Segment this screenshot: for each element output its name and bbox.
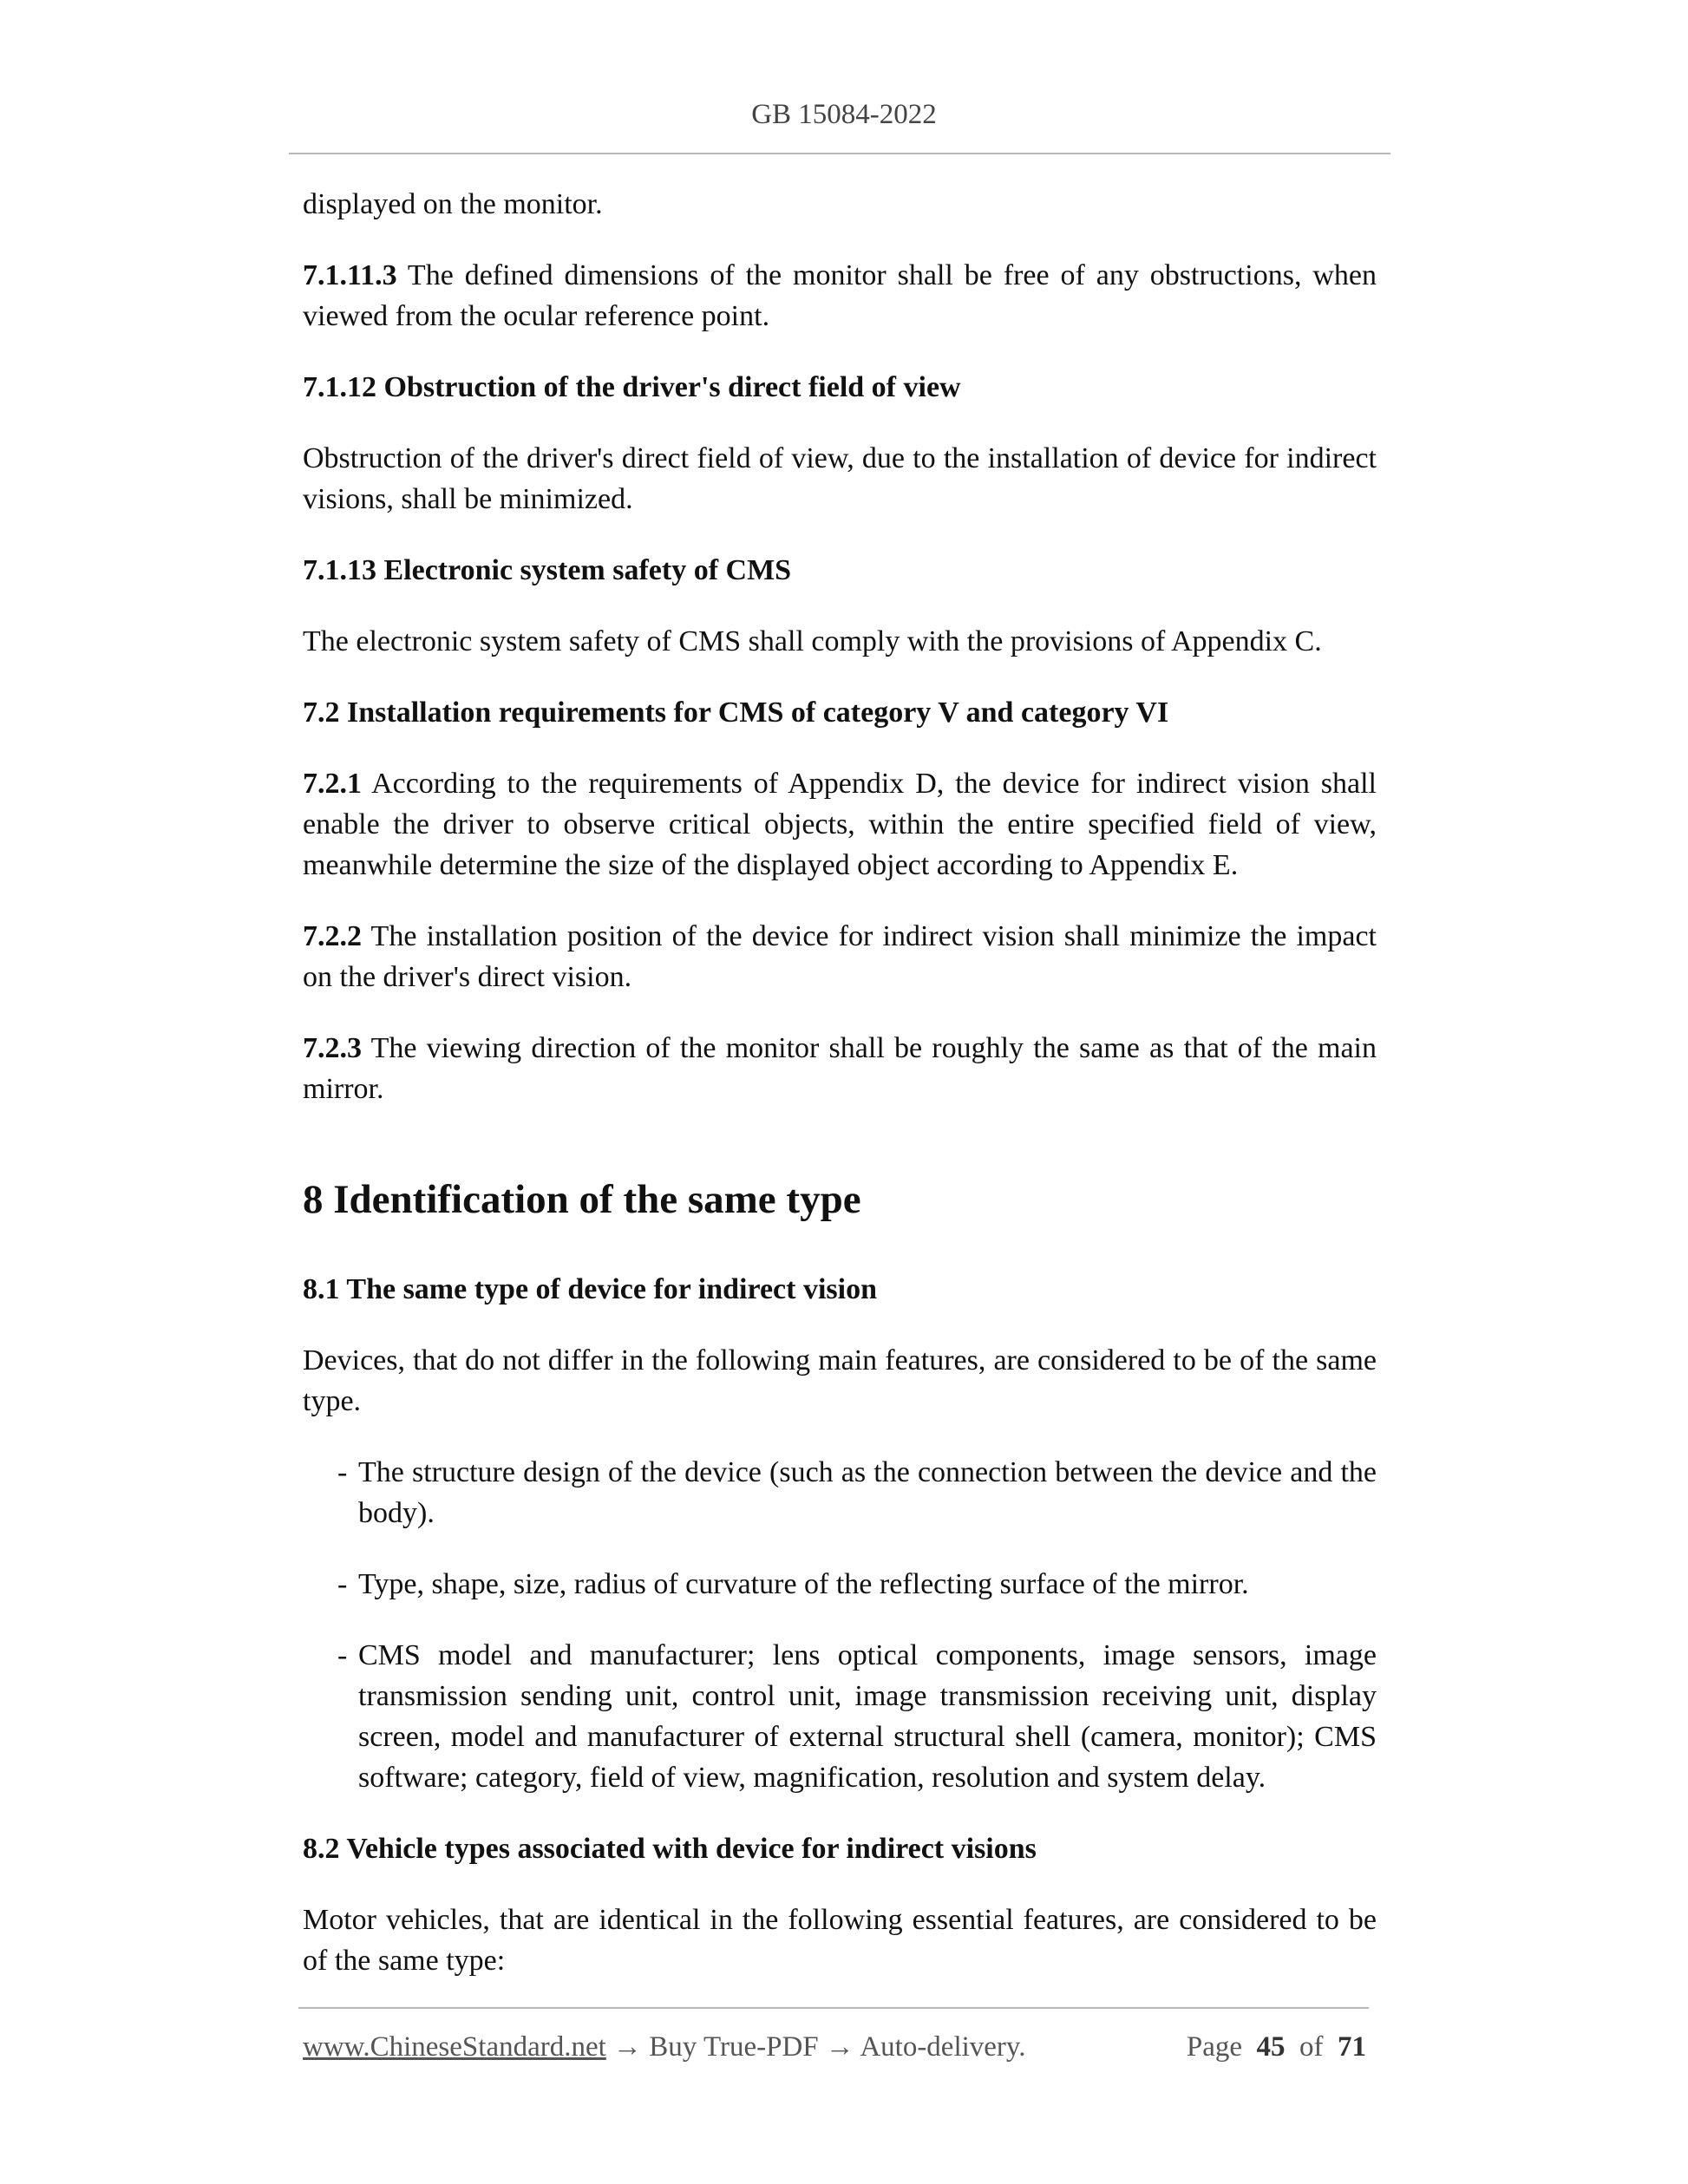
- clause-7-2-2: [303, 916, 1377, 997]
- clause-number: 7.2.1: [303, 768, 362, 800]
- paragraph-text: Motor vehicles, that are identical in the following essential features, are considered to be of the same type:: [303, 1904, 1377, 1977]
- paragraph-text: displayed on the monitor.: [303, 188, 603, 220]
- clause-heading-8-2: 8.2 Vehicle types associated with device for indirect visions: [303, 1833, 1037, 1865]
- list-item: [337, 1452, 1377, 1533]
- clause-heading-7-2: 7.2 Installation requirements for CMS of category V and category VI: [303, 696, 1169, 729]
- clause-heading-7-1-12: 7.1.12 Obstruction of the driver's direct field of view: [303, 371, 961, 403]
- paragraph: [303, 184, 1377, 225]
- list-dash: -: [337, 1456, 348, 1488]
- paragraph: [303, 1900, 1377, 1981]
- list-dash: -: [337, 1639, 348, 1671]
- clause-heading-7-1-13: 7.1.13 Electronic system safety of CMS: [303, 554, 792, 586]
- footer-delivery-text: Auto-delivery.: [860, 2031, 1026, 2063]
- list-item-text: The structure design of the device (such as the connection between the device and the body).: [358, 1456, 1377, 1529]
- clause-7-1-11-3: [303, 255, 1377, 337]
- clause-heading-8-1: 8.1 The same type of device for indirect vision: [303, 1273, 878, 1305]
- clause-text: The viewing direction of the monitor shall be roughly the same as that of the main mirror.: [303, 1032, 1377, 1105]
- clause-7-2-3: [303, 1028, 1377, 1109]
- footer-divider: [298, 2007, 1369, 2009]
- list-dash: -: [337, 1568, 348, 1600]
- list-item: [337, 1635, 1377, 1798]
- clause-7-2-1: [303, 763, 1377, 886]
- clause-number: 7.1.11.3: [303, 259, 397, 291]
- of-label: of: [1299, 2031, 1324, 2063]
- page-number: [1187, 2028, 1366, 2066]
- section-heading-8: 8 Identification of the same type: [303, 1177, 861, 1222]
- document-header-title: GB 15084-2022: [751, 99, 937, 130]
- website-link[interactable]: www.ChineseStandard.net: [303, 2031, 606, 2063]
- header-divider: [289, 153, 1390, 154]
- footer-buy-text: Buy True-PDF: [649, 2031, 819, 2063]
- list-item-text: CMS model and manufacturer; lens optical components, image sensors, image transmission sending unit, control unit, image transmission receiving unit, display screen, model and manufacturer of external structural shell (camera, monitor); CMS software; category, field of view, magnification, resolution and system delay.: [358, 1639, 1377, 1794]
- page-label: Page: [1186, 2031, 1242, 2063]
- footer-promo: [303, 2028, 1026, 2066]
- arrow-right-icon: →: [818, 2031, 860, 2063]
- paragraph-text: The electronic system safety of CMS shall comply with the provisions of Appendix C.: [303, 625, 1322, 657]
- current-page: 45: [1256, 2031, 1286, 2063]
- total-pages: 71: [1338, 2031, 1366, 2063]
- clause-number: 7.2.2: [303, 920, 362, 952]
- list-item: [337, 1564, 1377, 1605]
- arrow-right-icon: →: [605, 2031, 650, 2063]
- clause-number: 7.2.3: [303, 1032, 362, 1064]
- clause-text: The installation position of the device for indirect vision shall minimize the impact on the driver's direct vision.: [303, 920, 1377, 993]
- clause-text: According to the requirements of Appendix D, the device for indirect vision shall enable the driver to observe critical objects, within the entire specified field of view, meanwhile determine the size of the displayed object according to Appendix E.: [303, 768, 1377, 881]
- paragraph-text: Obstruction of the driver's direct field of view, due to the installation of device for indirect visions, shall be minimized.: [303, 442, 1377, 515]
- paragraph: [303, 1340, 1377, 1422]
- paragraph: [303, 438, 1377, 520]
- paragraph-text: Devices, that do not differ in the following main features, are considered to be of the same type.: [303, 1344, 1377, 1417]
- list-item-text: Type, shape, size, radius of curvature of the reflecting surface of the mirror.: [358, 1568, 1249, 1600]
- document-body: [303, 184, 1377, 1981]
- paragraph: [303, 621, 1377, 662]
- clause-text: The defined dimensions of the monitor shall be free of any obstructions, when viewed from the ocular reference point.: [303, 259, 1377, 332]
